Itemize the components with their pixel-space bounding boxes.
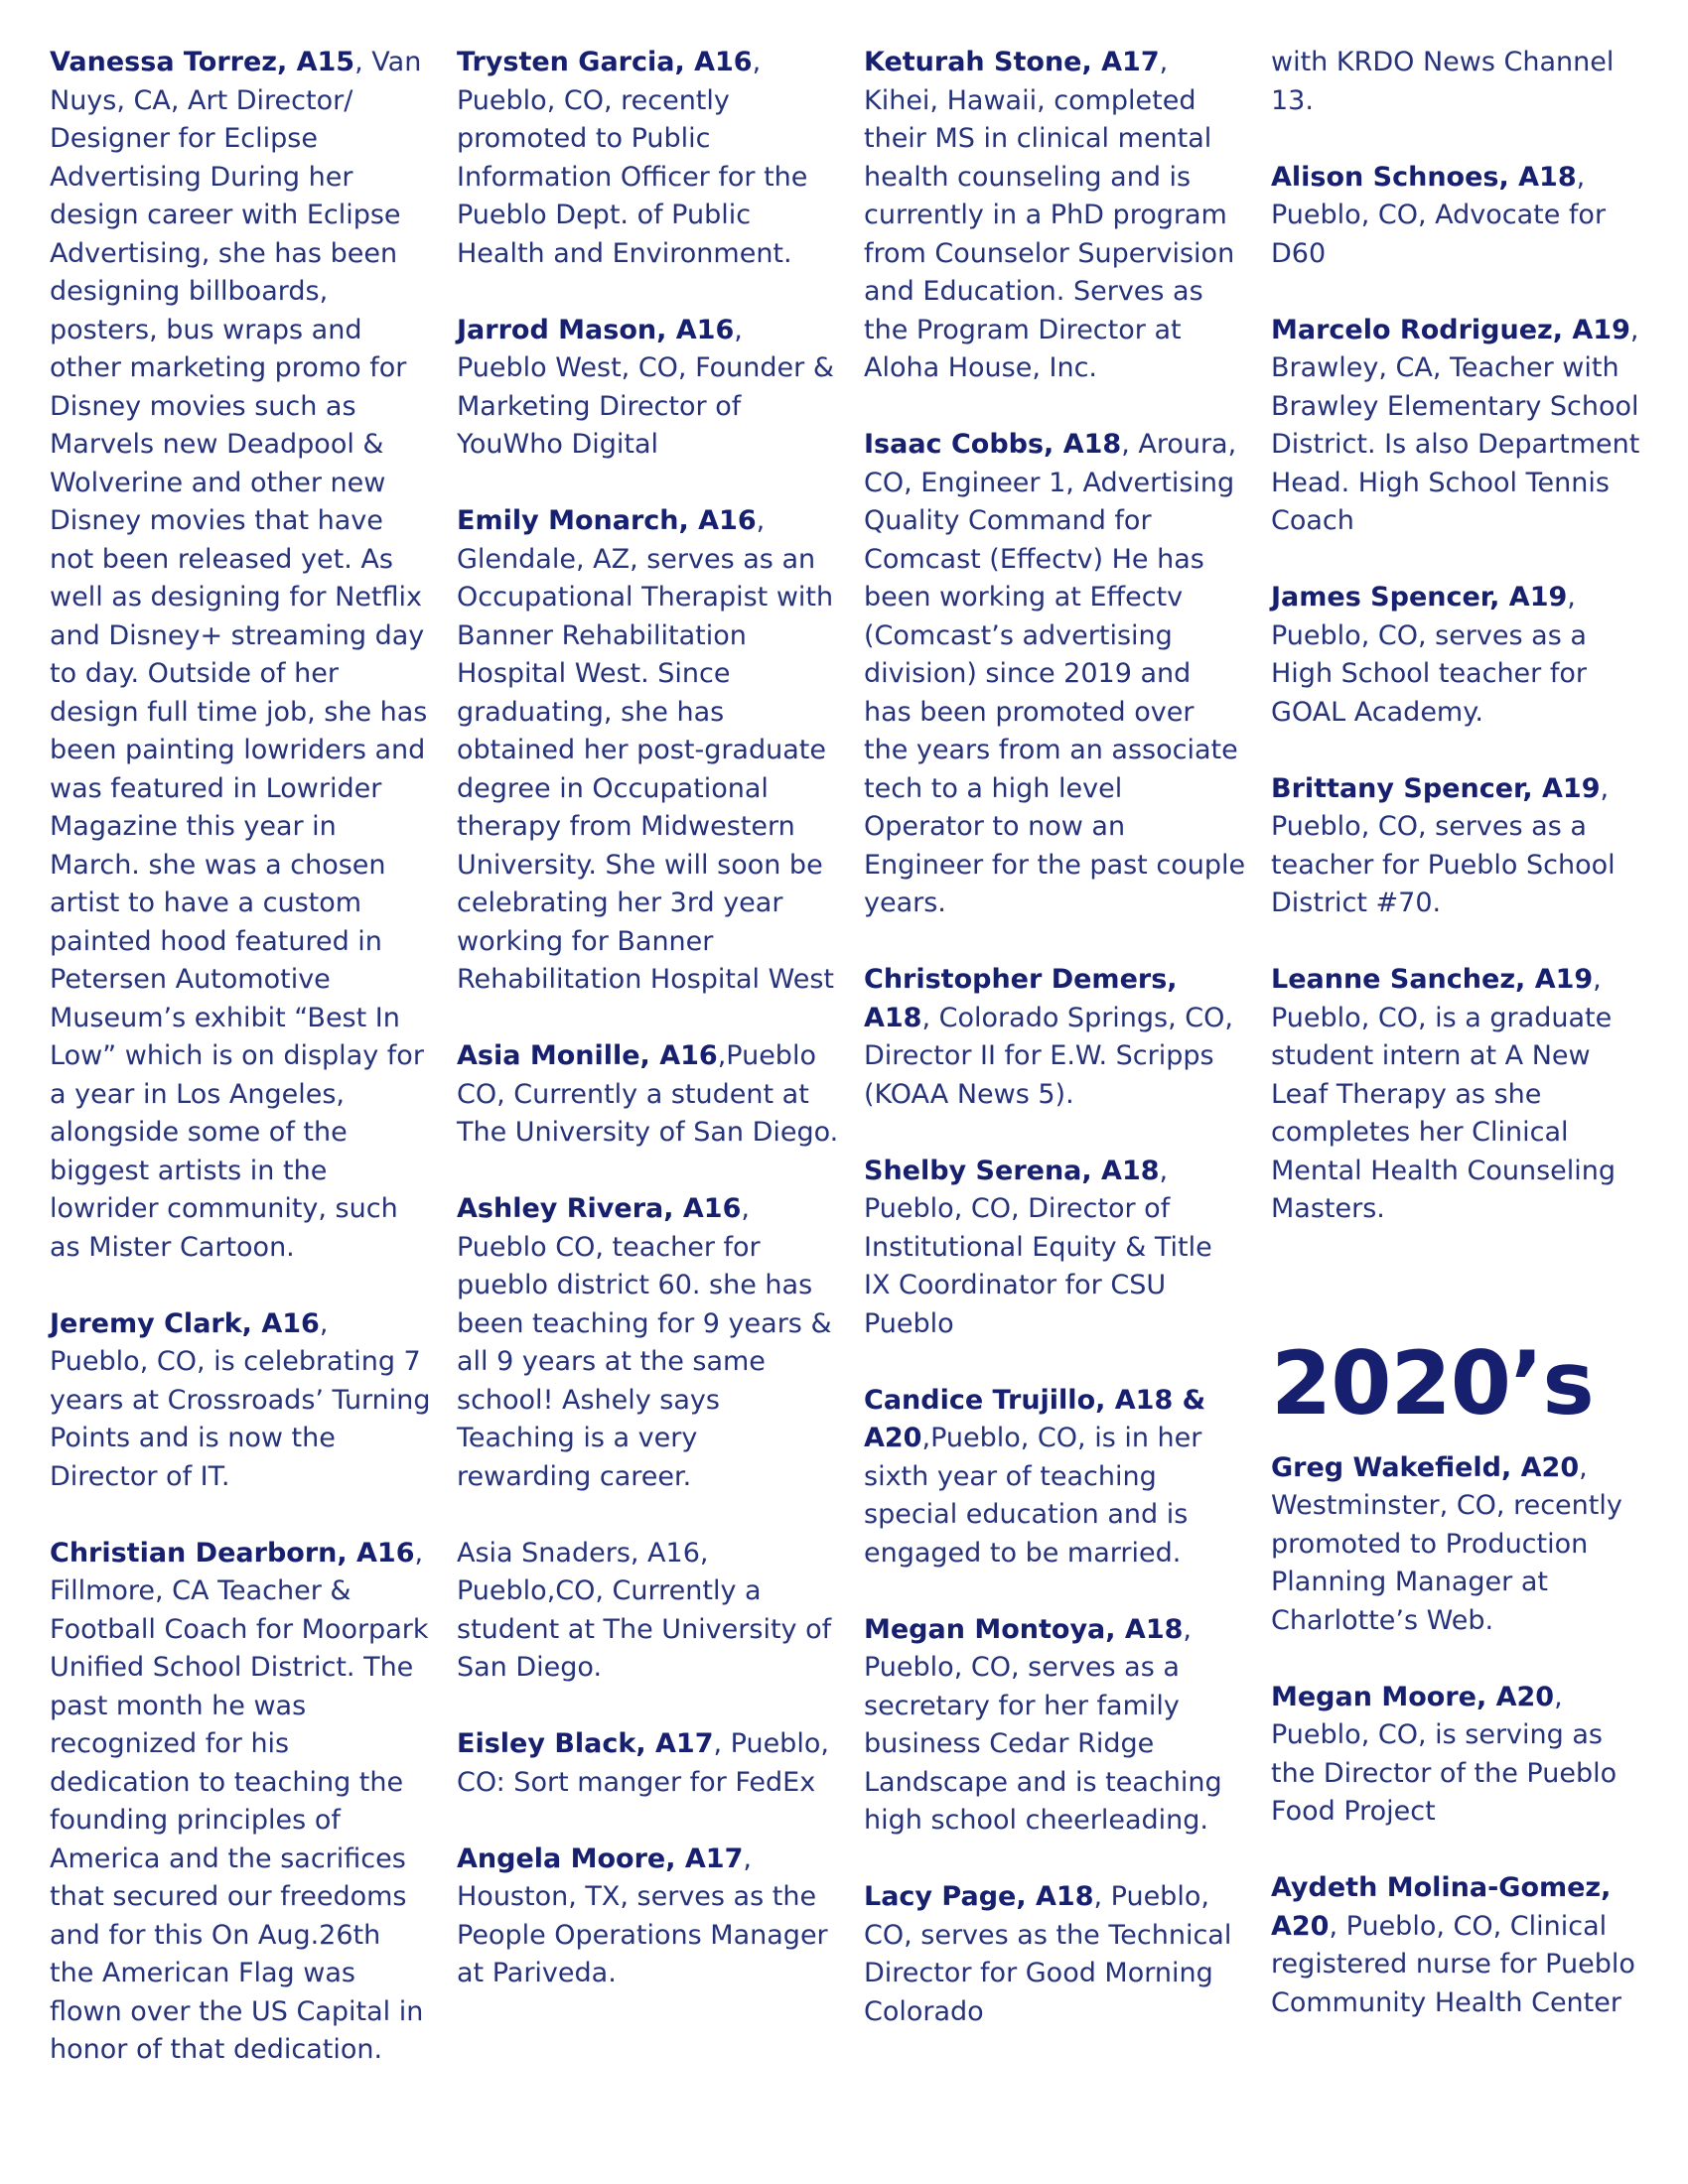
alumni-details: , Pueblo, CO, Director of Institutional Equity & Title IX Coordinator for CSU Pueblo xyxy=(864,1155,1212,1339)
alumni-details: Asia Snaders, A16, Pueblo,CO, Currently a student at The University of San Diego. xyxy=(457,1537,832,1683)
alumni-details: , Pueblo, CO, is serving as the Director of the Pueblo Food Project xyxy=(1271,1681,1618,1827)
alumni-entry xyxy=(1271,44,1653,120)
alumni-entry xyxy=(457,1725,839,1802)
alumni-details: , Aroura, CO, Engineer 1, Advertising Quality Command for Comcast (Effectv) He has been working at Effectv (Comcast’s advertising division) since 2019 and has been promoted over the years from an associate tech to a high level Operator to now an Engineer for the past couple years. xyxy=(864,429,1246,918)
column-4 xyxy=(1271,44,1653,2061)
alumni-details: ,Pueblo CO, Currently a student at The University of San Diego. xyxy=(457,1040,839,1148)
alumni-details: , Kihei, Hawaii, completed their MS in clinical mental health counseling and is currently in a PhD program from Counselor Supervision and Education. Serves as the Program Director at Aloha House, Inc. xyxy=(864,47,1235,383)
alumni-name: Brittany Spencer, A19 xyxy=(1271,772,1601,804)
alumni-details: , Pueblo, CO: Sort manger for FedEx xyxy=(457,1728,829,1798)
decade-entries xyxy=(1271,1449,1653,2023)
alumni-details: ,Pueblo, CO, is in her sixth year of teaching special education and is engaged to be married. xyxy=(864,1423,1202,1569)
alumni-name: Leanne Sanchez, A19 xyxy=(1271,964,1594,995)
alumni-name: Alison Schnoes, A18 xyxy=(1271,161,1577,193)
alumni-details: , Pueblo, CO, is celebrating 7 years at Crossroads’ Turning Points and is now the Director of IT. xyxy=(50,1307,431,1492)
alumni-details: , Pueblo, CO, serves as a High School teacher for GOAL Academy. xyxy=(1271,582,1587,728)
alumni-name: Shelby Serena, A18 xyxy=(864,1155,1160,1186)
alumni-details: , Glendale, AZ, serves as an Occupational Therapist with Banner Rehabilitation Hospital West. Since graduating, she has obtained her post-graduate degree in Occupational therapy from Midwestern University. She will soon be celebrating her 3rd year working for Banner Rehabilitation Hospital West xyxy=(457,505,835,995)
alumni-name: Asia Monille, A16 xyxy=(457,1040,718,1071)
alumni-entry xyxy=(864,1878,1246,2031)
alumni-details: , Pueblo, CO, Clinical registered nurse for Pueblo Community Health Center xyxy=(1271,1910,1635,2018)
alumni-name: Marcelo Rodriguez, A19 xyxy=(1271,314,1630,345)
alumni-entry xyxy=(457,1841,839,1993)
alumni-name: Jeremy Clark, A16 xyxy=(50,1307,320,1339)
alumni-entry xyxy=(1271,770,1653,923)
alumni-entry xyxy=(864,44,1246,388)
alumni-name: Keturah Stone, A17 xyxy=(864,47,1160,77)
alumni-name: Greg Wakefield, A20 xyxy=(1271,1451,1580,1483)
decade-heading: 2020’s xyxy=(1271,1331,1594,1434)
alumni-entry xyxy=(457,502,839,1000)
alumni-details: , Pueblo, CO, serves as a secretary for her family business Cedar Ridge Landscape and is teaching high school cheerleading. xyxy=(864,1613,1222,1836)
alumni-entry xyxy=(50,1305,432,1497)
alumni-details: , Van Nuys, CA, Art Director/ Designer for Eclipse Advertising During her design career with Eclipse Advertising, she has been designing billboards, posters, bus wraps and other marketing promo for Disney movies such as Marvels new Deadpool & Wolverine and other new Disney movies that have not been released yet. As well as designing for Netflix and Disney+ streaming day to day. Outside of her design full time job, she has been painting lowriders and was featured in Lowrider Magazine this year in March. she was a chosen artist to have a custom painted hood featured in Petersen Automotive Museum’s exhibit “Best In Low” which is on display for a year in Los Angeles, alongside some of the biggest artists in the lowrider community, such as Mister Cartoon. xyxy=(50,47,428,1263)
alumni-entry xyxy=(1271,312,1653,541)
alumni-name: Christopher Demers, A18 xyxy=(864,964,1178,1033)
column-1 xyxy=(50,44,432,2108)
alumni-details: , Pueblo West, CO, Founder & Marketing Director of YouWho Digital xyxy=(457,314,834,460)
alumni-entry xyxy=(864,1153,1246,1344)
alumni-name: Aydeth Molina-Gomez, A20 xyxy=(1271,1872,1612,1942)
alumni-entry xyxy=(457,1037,839,1153)
alumni-name: Candice Trujillo, A18 & A20 xyxy=(864,1384,1206,1453)
alumni-details: , Pueblo, CO, Advocate for D60 xyxy=(1271,161,1607,269)
column-3 xyxy=(864,44,1246,2070)
alumni-entry xyxy=(864,1382,1246,1573)
alumni-entry xyxy=(864,426,1246,923)
alumni-details: , Fillmore, CA Teacher & Football Coach for Moorpark Unified School District. The past month he was recognized for his dedication to teaching the founding principles of America and the sacrifices that secured our freedoms and for this On Aug.26th the American Flag was flown over the US Capital in honor of that dedication. xyxy=(50,1537,429,2065)
alumni-entry xyxy=(457,1535,839,1688)
alumni-entry xyxy=(1271,961,1653,1229)
alumni-details: , Pueblo, CO, is a graduate student intern at A New Leaf Therapy as she completes her Clinical Mental Health Counseling Masters. xyxy=(1271,964,1617,1224)
alumni-entry xyxy=(1271,1679,1653,1832)
alumni-name: Eisley Black, A17 xyxy=(457,1728,714,1759)
alumni-name: James Spencer, A19 xyxy=(1271,582,1568,613)
alumni-name: Angela Moore, A17 xyxy=(457,1843,744,1874)
alumni-entry xyxy=(1271,579,1653,732)
alumni-name: Ashley Rivera, A16 xyxy=(457,1193,742,1224)
alumni-details: , Westminster, CO, recently promoted to Production Planning Manager at Charlotte’s Web. xyxy=(1271,1451,1622,1636)
alumni-entry xyxy=(1271,159,1653,274)
alumni-details: , Pueblo, CO, serves as the Technical Director for Good Morning Colorado xyxy=(864,1881,1232,2027)
alumni-details: , Houston, TX, serves as the People Operations Manager at Pariveda. xyxy=(457,1843,828,1988)
alumni-entry xyxy=(50,44,432,1267)
alumni-details: , Brawley, CA, Teacher with Brawley Elementary School District. Is also Department Head. High School Tennis Coach xyxy=(1271,314,1640,536)
alumni-entry xyxy=(457,1190,839,1496)
alumni-name: Megan Montoya, A18 xyxy=(864,1613,1184,1645)
alumni-entry xyxy=(457,44,839,273)
alumni-name: Vanessa Torrez, A15 xyxy=(50,47,355,77)
alumni-name: Emily Monarch, A16 xyxy=(457,505,757,536)
alumni-entry xyxy=(50,1535,432,2070)
column-2 xyxy=(457,44,839,2031)
alumni-details: with KRDO News Channel 13. xyxy=(1271,47,1615,116)
alumni-name: Christian Dearborn, A16 xyxy=(50,1537,415,1569)
alumni-details: , Pueblo CO, teacher for pueblo district 60. she has been teaching for 9 years & all 9 years at the same school! Ashely says Teaching is a very rewarding career. xyxy=(457,1193,832,1492)
alumni-entry xyxy=(1271,1449,1653,1641)
alumni-entry xyxy=(864,1611,1246,1841)
alumni-name: Megan Moore, A20 xyxy=(1271,1681,1555,1712)
alumni-entry xyxy=(1271,1869,1653,2022)
alumni-name: Trysten Garcia, A16 xyxy=(457,47,753,77)
column-4-entries xyxy=(1271,44,1653,1229)
alumni-entry xyxy=(457,312,839,465)
alumni-name: Isaac Cobbs, A18 xyxy=(864,429,1122,460)
alumni-details: , Pueblo, CO, serves as a teacher for Pueblo School District #70. xyxy=(1271,772,1616,918)
alumni-details: , Colorado Springs, CO, Director II for E.W. Scripps (KOAA News 5). xyxy=(864,1002,1233,1110)
alumni-details: , Pueblo, CO, recently promoted to Public Information Officer for the Pueblo Dept. of Public Health and Environment. xyxy=(457,47,808,269)
alumni-entry xyxy=(864,961,1246,1114)
alumni-name: Lacy Page, A18 xyxy=(864,1881,1094,1912)
alumni-name: Jarrod Mason, A16 xyxy=(457,314,735,345)
